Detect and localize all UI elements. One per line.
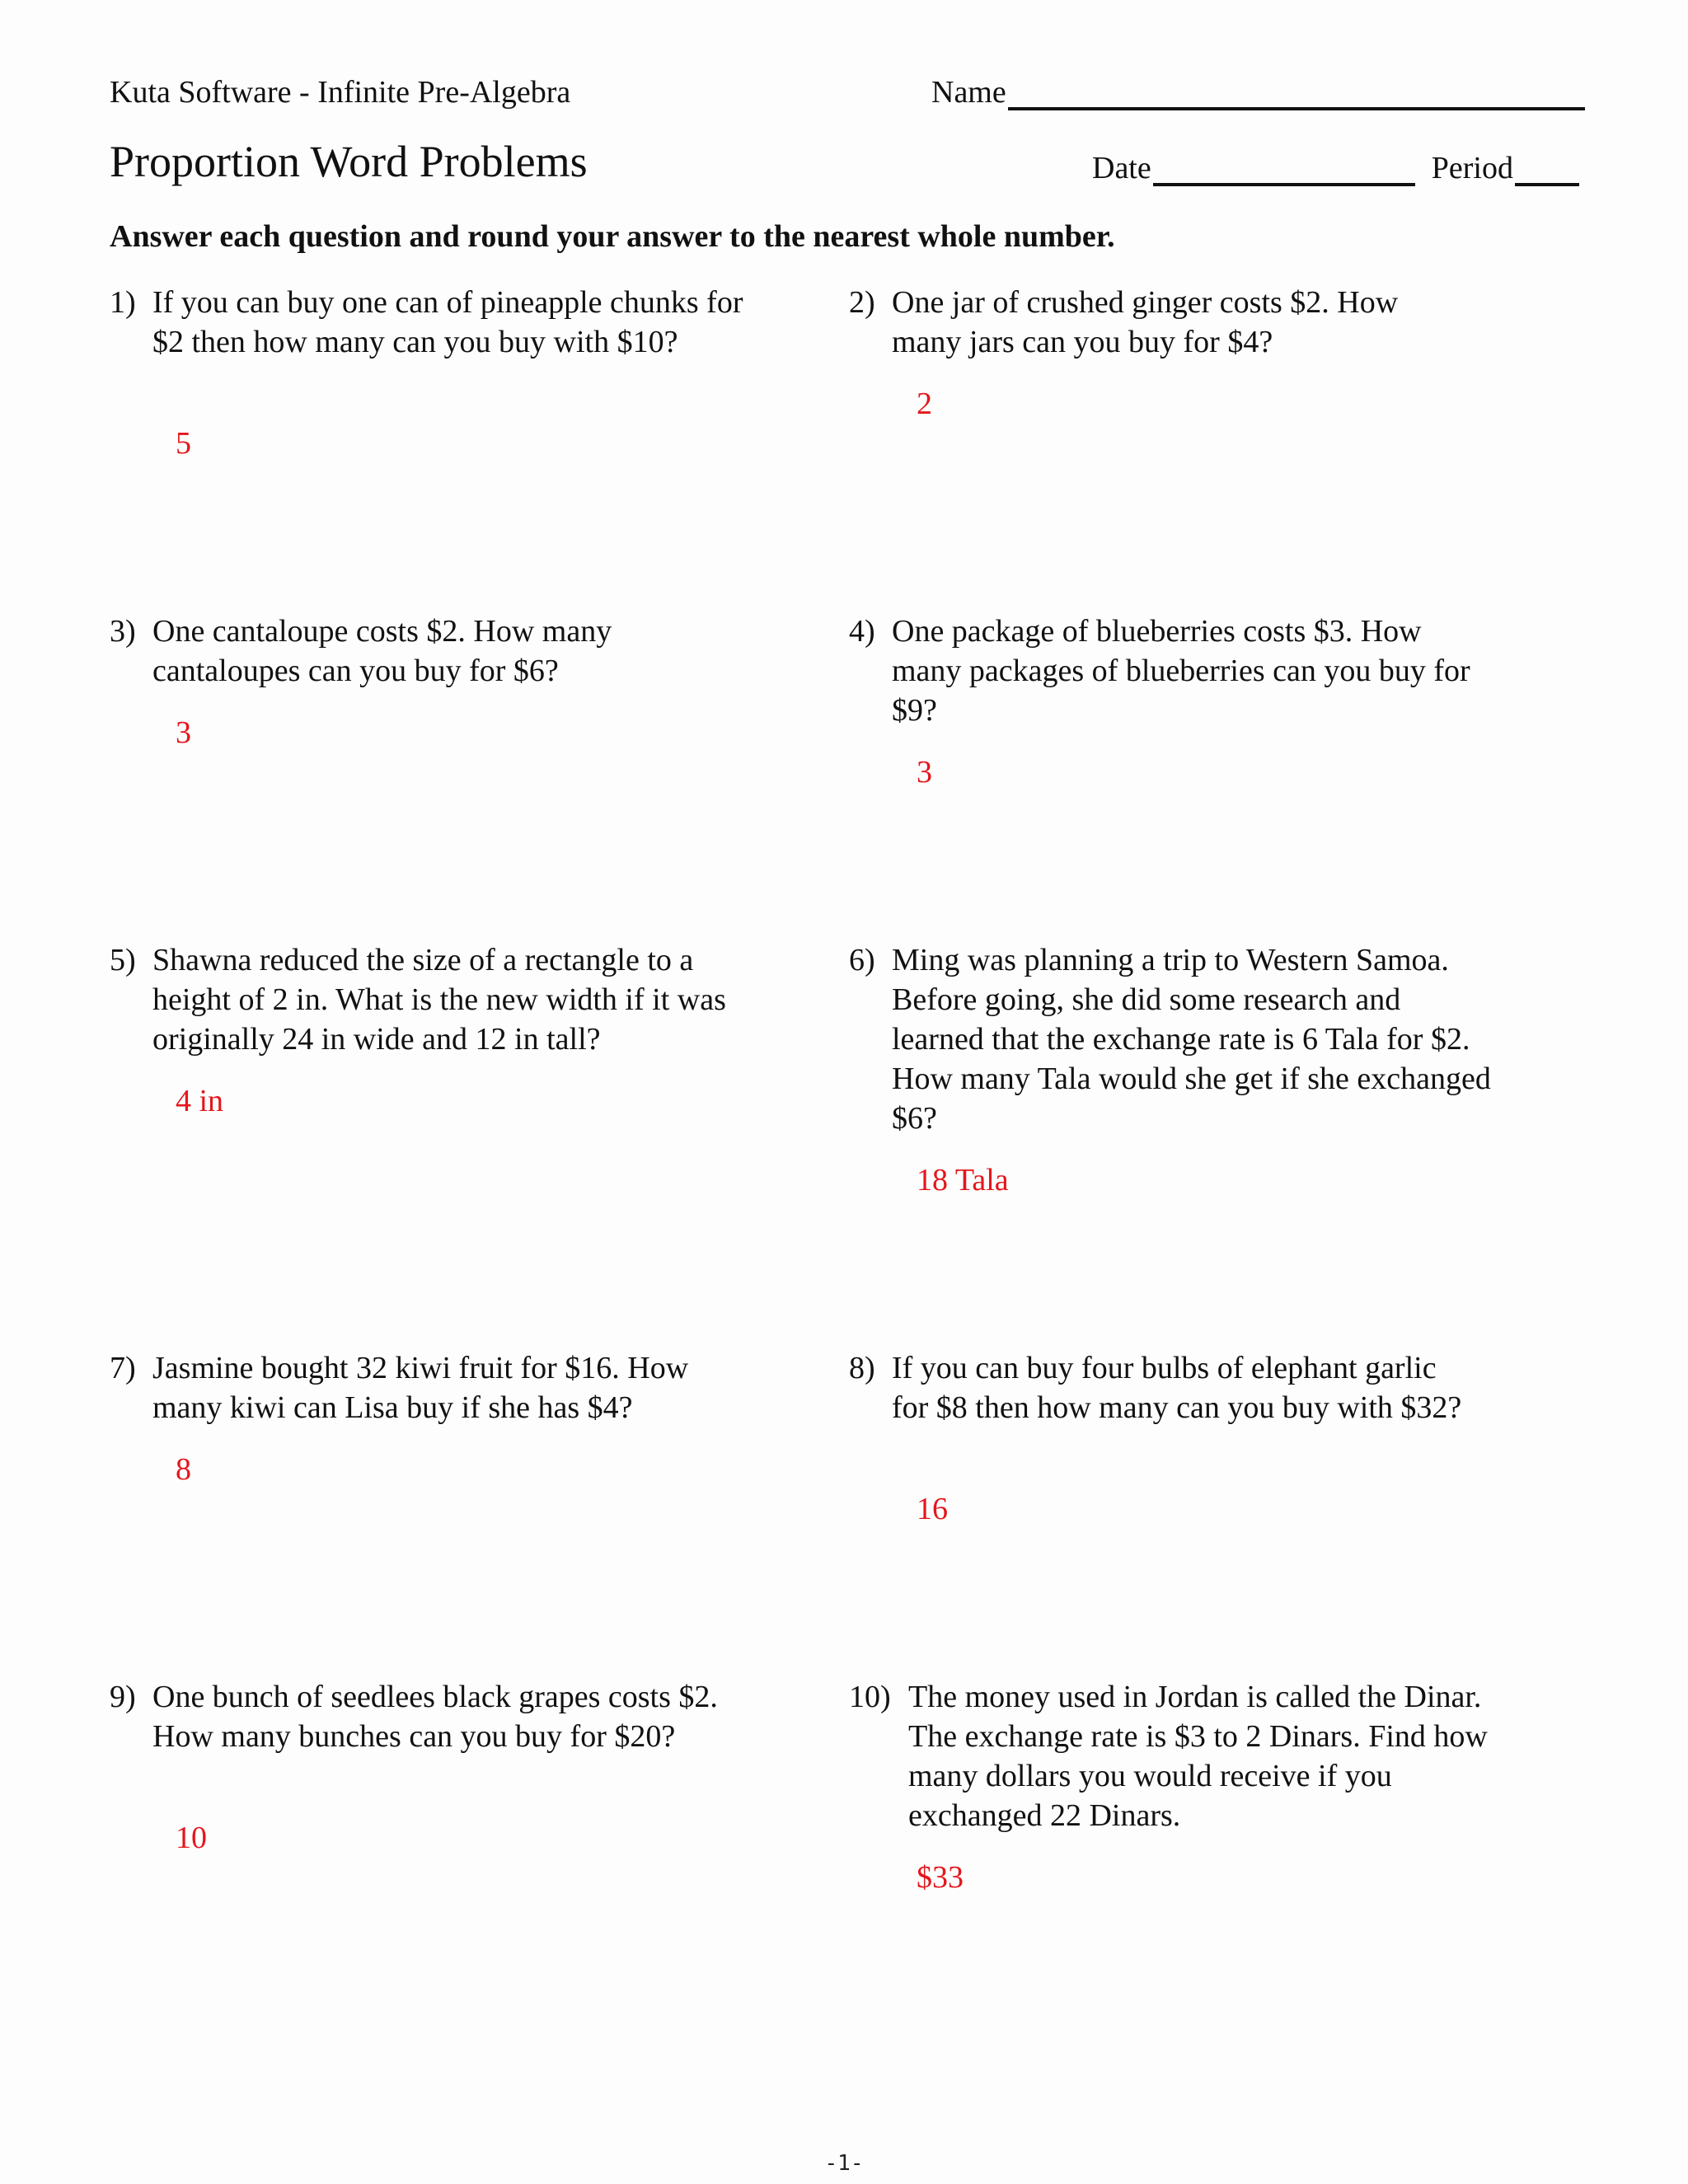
problem-text: One jar of crushed ginger costs $2. How many jars can you buy for $4? xyxy=(892,285,1399,359)
answer-3: 3 xyxy=(176,715,191,750)
problem-text: The money used in Jordan is called the Dinar. The exchange rate is $3 to 2 Dinars. Find how many dollars you would receive if you exchanged 22 Dinars. xyxy=(908,1680,1488,1833)
date-blank-line xyxy=(1153,150,1415,186)
problem-text: Ming was planning a trip to Western Samoa. Before going, she did some research and learned that the exchange rate is 6 Tala for $2. How many Tala would she get if she exchanged $6? xyxy=(892,943,1491,1136)
page-title: Proportion Word Problems xyxy=(110,137,588,186)
problem-2 xyxy=(849,283,1475,362)
problem-number: 7) xyxy=(110,1351,136,1385)
name-label: Name xyxy=(931,75,1006,110)
answer-6: 18 Tala xyxy=(917,1163,1009,1197)
date-period-field xyxy=(1092,150,1579,186)
problem-number: 6) xyxy=(849,943,875,977)
problem-3 xyxy=(110,612,744,691)
problem-number: 2) xyxy=(849,285,875,320)
problem-4 xyxy=(849,612,1475,730)
problem-text: Shawna reduced the size of a rectangle to a height of 2 in. What is the new width if it was originally 24 in wide and 12 in tall? xyxy=(152,943,726,1057)
problem-number: 5) xyxy=(110,943,136,977)
answer-5: 4 in xyxy=(176,1084,224,1118)
page-number: -1- xyxy=(824,2151,864,2176)
name-field xyxy=(931,74,1585,110)
problem-5 xyxy=(110,940,744,1059)
problem-6 xyxy=(849,940,1492,1138)
problem-number: 4) xyxy=(849,614,875,649)
problem-text: Jasmine bought 32 kiwi fruit for $16. How many kiwi can Lisa buy if she has $4? xyxy=(152,1351,689,1425)
answer-7: 8 xyxy=(176,1452,191,1487)
problem-number: 8) xyxy=(849,1351,875,1385)
answer-1: 5 xyxy=(176,426,191,461)
answer-10: $33 xyxy=(917,1860,964,1895)
instructions: Answer each question and round your answer to the nearest whole number. xyxy=(110,219,1115,254)
problem-10 xyxy=(849,1677,1500,1835)
problem-number: 10) xyxy=(849,1680,891,1714)
problem-number: 9) xyxy=(110,1680,136,1714)
problem-number: 1) xyxy=(110,285,136,320)
problem-text: One cantaloupe costs $2. How many cantaloupes can you buy for $6? xyxy=(152,614,612,688)
problem-9 xyxy=(110,1677,744,1756)
period-label: Period xyxy=(1431,151,1513,185)
problem-number: 3) xyxy=(110,614,136,649)
date-label: Date xyxy=(1092,151,1151,185)
problem-text: If you can buy four bulbs of elephant garlic for $8 then how many can you buy with $32? xyxy=(892,1351,1462,1425)
answer-9: 10 xyxy=(176,1821,207,1855)
problem-text: If you can buy one can of pineapple chunks for $2 then how many can you buy with $10? xyxy=(152,285,743,359)
problem-text: One bunch of seedlees black grapes costs $2. How many bunches can you buy for $20? xyxy=(152,1680,718,1754)
worksheet-source: Kuta Software - Infinite Pre-Algebra xyxy=(110,75,571,110)
problem-7 xyxy=(110,1348,744,1427)
problem-8 xyxy=(849,1348,1475,1427)
period-blank-line xyxy=(1515,150,1579,186)
name-blank-line xyxy=(1008,74,1585,110)
problem-text: One package of blueberries costs $3. How many packages of blueberries can you buy for $9? xyxy=(892,614,1470,728)
answer-8: 16 xyxy=(917,1492,948,1526)
problem-1 xyxy=(110,283,744,362)
answer-2: 2 xyxy=(917,387,932,421)
answer-4: 3 xyxy=(917,755,932,790)
